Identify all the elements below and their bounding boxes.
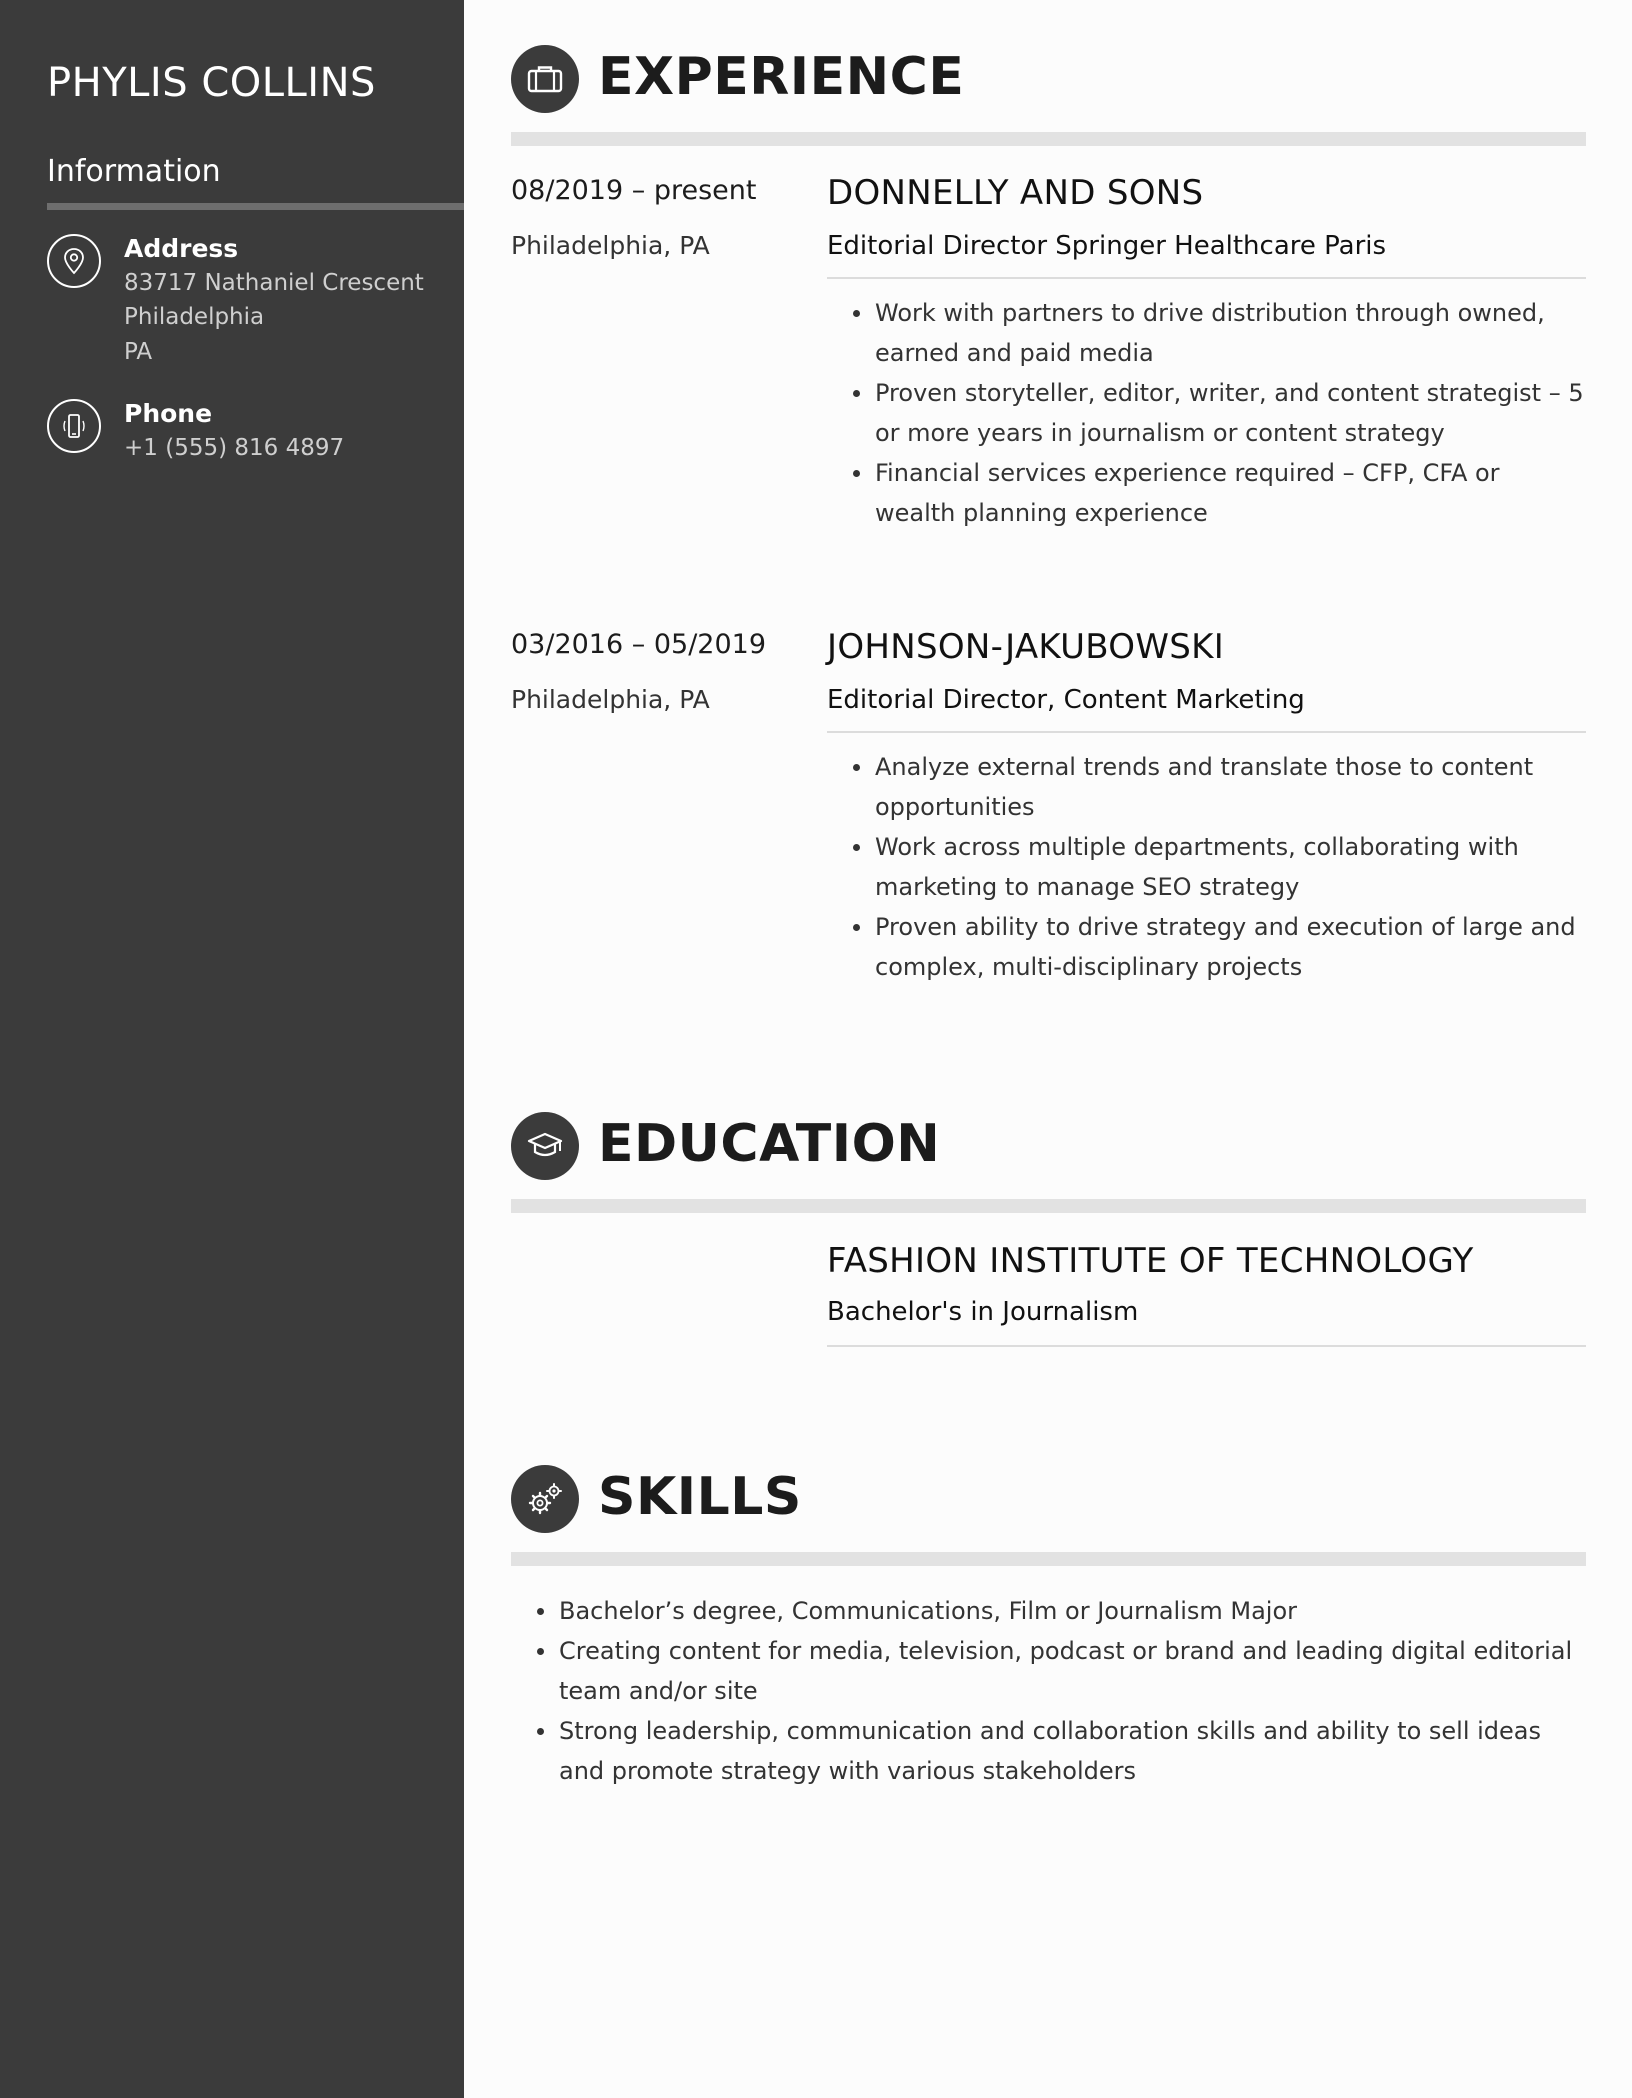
list-item: Proven ability to drive strategy and execution of large and complex, multi-disciplinary projects <box>875 907 1586 987</box>
skills-list <box>559 1591 1586 1791</box>
experience-title: EXPERIENCE <box>598 47 965 107</box>
list-item: Proven storyteller, editor, writer, and content strategist – 5 or more years in journalism or content strategy <box>875 373 1586 453</box>
job-bullets <box>875 293 1586 533</box>
list-item: Financial services experience required – CFP, CFA or wealth planning experience <box>875 453 1586 533</box>
job-dates: 08/2019 – present <box>511 175 757 206</box>
job-divider <box>827 277 1586 279</box>
skills-divider <box>511 1552 1586 1566</box>
job-divider <box>827 731 1586 733</box>
address-line-1: 83717 Nathaniel Crescent <box>124 270 424 296</box>
list-item: Bachelor’s degree, Communications, Film or Journalism Major <box>559 1591 1586 1631</box>
map-pin-icon <box>47 234 101 288</box>
phone-number: +1 (555) 816 4897 <box>124 435 345 461</box>
education-divider <box>511 1199 1586 1213</box>
experience-divider <box>511 132 1586 146</box>
job-company: JOHNSON-JAKUBOWSKI <box>827 627 1225 667</box>
job-location: Philadelphia, PA <box>511 685 710 714</box>
gears-icon <box>511 1465 579 1533</box>
address-line-2: Philadelphia <box>124 304 265 330</box>
job-role: Editorial Director, Content Marketing <box>827 685 1305 715</box>
job-location: Philadelphia, PA <box>511 231 710 260</box>
list-item: Work across multiple departments, collaborating with marketing to manage SEO strategy <box>875 827 1586 907</box>
job-dates: 03/2016 – 05/2019 <box>511 629 766 660</box>
phone-label: Phone <box>124 399 213 428</box>
job-bullets <box>875 747 1586 987</box>
job-company: DONNELLY AND SONS <box>827 173 1204 213</box>
job-role: Editorial Director Springer Healthcare Paris <box>827 231 1387 261</box>
list-item: Work with partners to drive distribution through owned, earned and paid media <box>875 293 1586 373</box>
school-name: FASHION INSTITUTE OF TECHNOLOGY <box>827 1241 1474 1281</box>
information-heading: Information <box>47 154 221 189</box>
degree: Bachelor's in Journalism <box>827 1297 1139 1327</box>
sidebar <box>0 0 464 2098</box>
mobile-phone-icon <box>47 399 101 453</box>
main-content <box>511 0 1586 2098</box>
list-item: Analyze external trends and translate those to content opportunities <box>875 747 1586 827</box>
briefcase-icon <box>511 45 579 113</box>
education-entry-divider <box>827 1345 1586 1347</box>
skills-title: SKILLS <box>598 1467 802 1527</box>
address-line-3: PA <box>124 339 153 365</box>
list-item: Creating content for media, television, podcast or brand and leading digital editorial team and/or site <box>559 1631 1586 1711</box>
graduation-cap-icon <box>511 1112 579 1180</box>
information-divider <box>47 203 464 210</box>
candidate-name: PHYLIS COLLINS <box>47 60 376 106</box>
list-item: Strong leadership, communication and collaboration skills and ability to sell ideas and promote strategy with various stakeholders <box>559 1711 1586 1791</box>
address-label: Address <box>124 234 239 263</box>
education-title: EDUCATION <box>598 1114 941 1174</box>
